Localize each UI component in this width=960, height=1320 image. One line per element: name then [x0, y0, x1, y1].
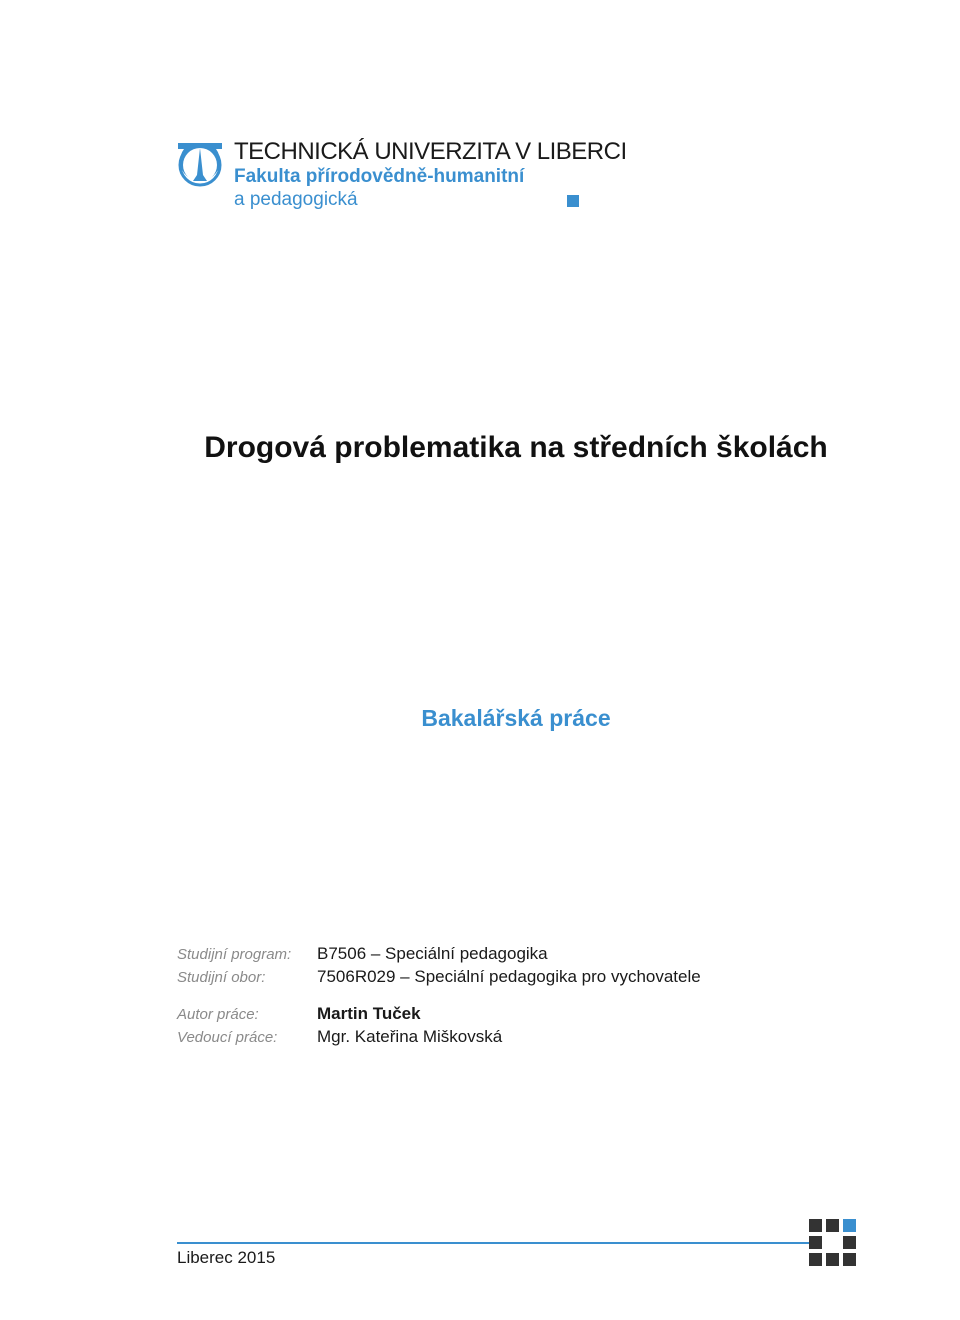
footer-city-year: Liberec 2015: [177, 1248, 276, 1267]
author-label: Autor práce:: [177, 1006, 259, 1023]
author-value: Martin Tuček: [317, 1004, 421, 1023]
supervisor-label: Vedoucí práce:: [177, 1029, 278, 1046]
faculty-grid-icon: [809, 1219, 856, 1266]
thesis-title: Drogová problematika na středních školách: [204, 431, 828, 464]
faculty-name-line1: Fakulta přírodovědně-humanitní: [234, 166, 525, 187]
thesis-type: Bakalářská práce: [421, 705, 611, 731]
field-label: Studijní obor:: [177, 969, 266, 986]
program-label: Studijní program:: [177, 946, 292, 963]
tul-logo-icon: [176, 141, 224, 189]
university-name: TECHNICKÁ UNIVERZITA V LIBERCI: [234, 138, 627, 165]
program-value: B7506 – Speciální pedagogika: [317, 944, 548, 963]
brand-square-icon: [567, 195, 579, 207]
footer-divider: [177, 1242, 809, 1244]
faculty-name-line2: a pedagogická: [234, 189, 358, 210]
supervisor-value: Mgr. Kateřina Miškovská: [317, 1027, 503, 1046]
field-value: 7506R029 – Speciální pedagogika pro vychovatele: [317, 967, 701, 986]
